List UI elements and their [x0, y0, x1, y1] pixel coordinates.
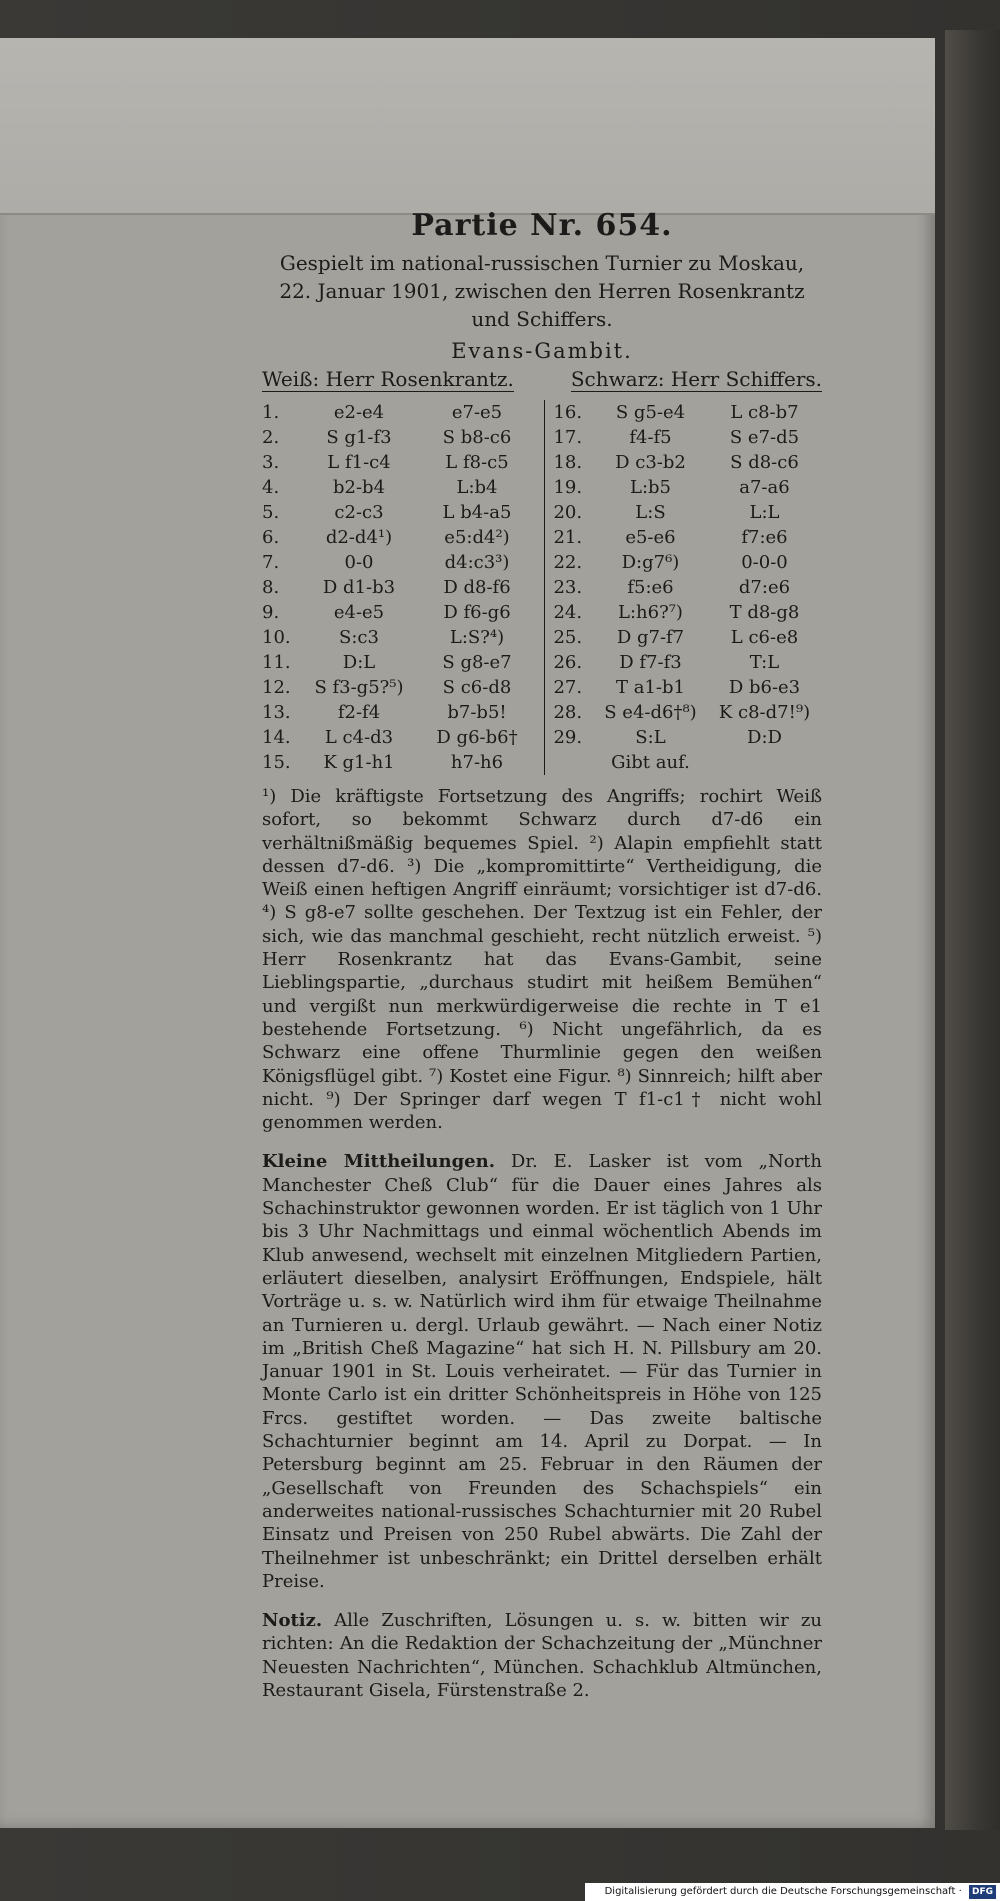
white-move: D f7-f3 — [619, 652, 682, 673]
move-number: 21. — [553, 527, 583, 548]
move-number: 25. — [553, 627, 583, 648]
move-number — [553, 750, 591, 775]
white-move: S e4-d6†⁸) — [604, 702, 697, 723]
digitization-footer — [585, 1883, 1000, 1901]
move-row — [262, 750, 538, 775]
move-row — [262, 425, 538, 450]
black-move: T:L — [749, 652, 780, 673]
black-move: D:D — [747, 727, 782, 748]
white-move: D g7-f7 — [616, 627, 685, 648]
move-row — [262, 500, 538, 525]
footer-text: Digitalisierung gefördert durch die Deutsche Forschungsgemeinschaft · — [604, 1886, 962, 1897]
black-move: e7-e5 — [451, 402, 503, 423]
move-number: 27. — [553, 677, 583, 698]
move-number: 23. — [553, 577, 583, 598]
move-row — [553, 700, 822, 725]
moves-column-right — [545, 400, 822, 775]
black-move: S c6-d8 — [442, 677, 512, 698]
black-move: 0-0-0 — [741, 552, 788, 573]
white-move: D d1-b3 — [322, 577, 396, 598]
black-move: K c8-d7!⁹) — [718, 702, 811, 723]
black-move: a7-a6 — [739, 477, 790, 498]
black-move: L b4-a5 — [442, 502, 512, 523]
book-edge — [945, 30, 1000, 1830]
news-section — [262, 1150, 822, 1593]
move-row — [262, 625, 538, 650]
white-move: S g1-f3 — [326, 427, 392, 448]
page-top-flap — [0, 38, 935, 215]
white-move: D c3-b2 — [615, 452, 686, 473]
move-number: 1. — [262, 402, 280, 423]
move-row — [262, 650, 538, 675]
white-move: f4-f5 — [629, 427, 672, 448]
move-number: 13. — [262, 702, 291, 723]
move-row — [553, 725, 822, 750]
move-row — [262, 700, 538, 725]
white-move: K g1-h1 — [323, 752, 395, 773]
game-intro: Gespielt im national-russischen Turnier zu Moskau, 22. Januar 1901, zwischen den Herren Rosenkrantz und Schiffers. — [279, 251, 805, 331]
white-move: b2-b4 — [332, 477, 386, 498]
black-move: D d8-f6 — [443, 577, 511, 598]
move-row — [262, 575, 538, 600]
black-move: S g8-e7 — [442, 652, 512, 673]
move-number: 24. — [553, 602, 583, 623]
black-move: L:S?⁴) — [449, 627, 505, 648]
white-move: e4-e5 — [333, 602, 385, 623]
move-number: 29. — [553, 727, 583, 748]
black-move: D b6-e3 — [728, 677, 801, 698]
game-notes — [262, 785, 822, 1134]
black-player: Schwarz: Herr Schiffers. — [570, 367, 822, 391]
move-row — [553, 650, 822, 675]
move-row — [553, 425, 822, 450]
black-move: S b8-c6 — [442, 427, 512, 448]
white-move: L:b5 — [629, 477, 671, 498]
black-move: d4:c3³) — [444, 552, 510, 573]
white-move: 0-0 — [344, 552, 374, 573]
white-move: T a1-b1 — [616, 677, 685, 698]
move-number: 11. — [262, 652, 291, 673]
move-number: 4. — [262, 477, 280, 498]
players-row — [262, 367, 822, 392]
white-move: f5:e6 — [627, 577, 674, 598]
move-number: 16. — [553, 402, 583, 423]
notice-text: Alle Zuschriften, Lösungen u. s. w. bitten wir zu richten: An die Redaktion der Schachzeitung der „Münchner Neuesten Nachrichten“, München. Schachklub Altmünchen, Restaurant Gisela, Fürstenstraße 2. — [262, 1610, 822, 1701]
black-move: b7-b5! — [447, 702, 507, 723]
move-row — [553, 750, 822, 775]
white-move: e5-e6 — [625, 527, 676, 548]
notice-section — [262, 1609, 822, 1702]
chess-column — [262, 208, 822, 1702]
white-move: e2-e4 — [333, 402, 385, 423]
black-move: L c6-e8 — [730, 627, 799, 648]
white-move: D:g7⁶) — [621, 552, 680, 573]
white-player: Weiß: Herr Rosenkrantz. — [262, 367, 514, 391]
move-row — [553, 450, 822, 475]
black-move: L:b4 — [456, 477, 498, 498]
move-number: 7. — [262, 552, 280, 573]
move-row — [553, 600, 822, 625]
move-number: 28. — [553, 702, 583, 723]
notes-text: ¹) Die kräftigste Fortsetzung des Angriffs; rochirt Weiß sofort, so bekommt Schwarz durch d7-d6 ein verhältnißmäßig bequemes Spiel. ²) Alapin empfiehlt statt dessen d7-d6. ³) Die „kompromittirte“ Vertheidigung, die Weiß einen heftigen Angriff einräumt; vorsichtiger ist d7-d6. ⁴) S g8-e7 sollte geschehen. Der Textzug ist ein Fehler, der sich, wie das manchmal geschieht, recht nützlich erweist. ⁵) Herr Rosenkrantz hat das Evans-Gambit, seine Lieblingspartie, „durchaus studirt mit heißem Bemühen“ und vergißt nun merkwürdigerweise die rechte in T e1 bestehende Fortsetzung. ⁶) Nicht ungefährlich, da es Schwarz eine offene Thurmlinie gegen den weißen Königsflügel gibt. ⁷) Kostet eine Figur. ⁸) Sinnreich; hilft aber nicht. ⁹) Der Springer darf wegen T f1-c1† nicht wohl genommen werden. — [262, 786, 822, 1134]
white-move: L:h6?⁷) — [618, 602, 683, 623]
white-move: S:c3 — [339, 627, 379, 648]
black-move — [709, 750, 819, 775]
dfg-logo: DFG — [969, 1885, 996, 1899]
white-move: L c4-d3 — [324, 727, 394, 748]
moves-column-left — [262, 400, 545, 775]
move-number: 10. — [262, 627, 291, 648]
move-row — [553, 475, 822, 500]
move-row — [262, 725, 538, 750]
move-row — [553, 525, 822, 550]
black-move: S d8-c6 — [730, 452, 799, 473]
black-move: D g6-b6† — [436, 727, 518, 748]
move-row — [262, 600, 538, 625]
move-number: 22. — [553, 552, 583, 573]
white-move: d2-d4¹) — [325, 527, 393, 548]
move-row — [553, 575, 822, 600]
move-row — [553, 625, 822, 650]
white-move: c2-c3 — [334, 502, 384, 523]
move-row — [553, 500, 822, 525]
move-number: 6. — [262, 527, 280, 548]
move-row — [262, 525, 538, 550]
white-move: L f1-c4 — [327, 452, 391, 473]
black-move: d7:e6 — [738, 577, 791, 598]
move-row — [262, 450, 538, 475]
moves-table — [262, 400, 822, 775]
move-row — [553, 550, 822, 575]
move-row — [262, 400, 538, 425]
move-row — [553, 675, 822, 700]
white-move: L:S — [635, 502, 666, 523]
white-move: S f3-g5?⁵) — [314, 677, 404, 698]
white-move: S:L — [635, 727, 666, 748]
move-number: 12. — [262, 677, 291, 698]
black-move: L f8-c5 — [445, 452, 509, 473]
move-row — [262, 550, 538, 575]
move-number: 17. — [553, 427, 583, 448]
notice-heading: Notiz. — [262, 1610, 323, 1632]
white-move: D:L — [342, 652, 376, 673]
news-heading: Kleine Mittheilungen. — [262, 1151, 495, 1173]
white-move: S g5-e4 — [615, 402, 686, 423]
black-move: h7-h6 — [450, 752, 504, 773]
move-number: 26. — [553, 652, 583, 673]
move-number: 15. — [262, 752, 291, 773]
black-move: f7:e6 — [741, 527, 788, 548]
news-text: Dr. E. Lasker ist vom „North Manchester Cheß Club“ für die Dauer eines Jahres als Schachinstruktor gewonnen worden. Er ist täglich von 1 Uhr bis 3 Uhr Nachmittags und einmal wöchentlich Abends im Klub anwesend, wechselt mit einzelnen Mitgliedern Partien, erläutert dieselben, analysirt Eröffnungen, Endspiele, hält Vorträge u. s. w. Natürlich wird ihm für etwaige Theilnahme an Turnieren u. dergl. Urlaub gewährt. — Nach einer Notiz im „British Cheß Magazine“ hat sich H. N. Pillsbury am 20. Januar 1901 in St. Louis verheiratet. — Für das Turnier in Monte Carlo ist ein dritter Schönheitspreis in Höhe von 125 Frcs. gestiftet worden. — Das zweite baltische Schachturnier beginnt am 14. April zu Dorpat. — In Petersburg beginnt am 25. Februar in den Räumen der „Gesellschaft von Freunden des Schachspiels“ ein anderweites national-russisches Schachturnier mit 20 Rubel Einsatz und Preisen von 250 Rubel abwärts. Die Zahl der Theilnehmer ist unbeschränkt; ein Drittel derselben erhält Preise. — [262, 1151, 822, 1592]
move-row — [553, 400, 822, 425]
move-number: 20. — [553, 502, 583, 523]
move-number: 5. — [262, 502, 280, 523]
move-number: 8. — [262, 577, 280, 598]
black-move: L:L — [749, 502, 780, 523]
black-move: S e7-d5 — [729, 427, 800, 448]
opening-name: Evans-Gambit. — [451, 339, 633, 363]
white-move: f2-f4 — [337, 702, 381, 723]
move-number: 3. — [262, 452, 280, 473]
black-move: T d8-g8 — [729, 602, 800, 623]
black-move: e5:d4²) — [444, 527, 510, 548]
move-row — [262, 475, 538, 500]
move-number: 9. — [262, 602, 280, 623]
black-move: L c8-b7 — [730, 402, 799, 423]
black-move: D f6-g6 — [443, 602, 511, 623]
move-row — [262, 675, 538, 700]
white-move: Gibt auf. — [611, 752, 690, 773]
move-number: 2. — [262, 427, 280, 448]
move-number: 14. — [262, 727, 291, 748]
move-number: 19. — [553, 477, 583, 498]
game-title: Partie Nr. 654. — [411, 208, 673, 243]
move-number: 18. — [553, 452, 583, 473]
